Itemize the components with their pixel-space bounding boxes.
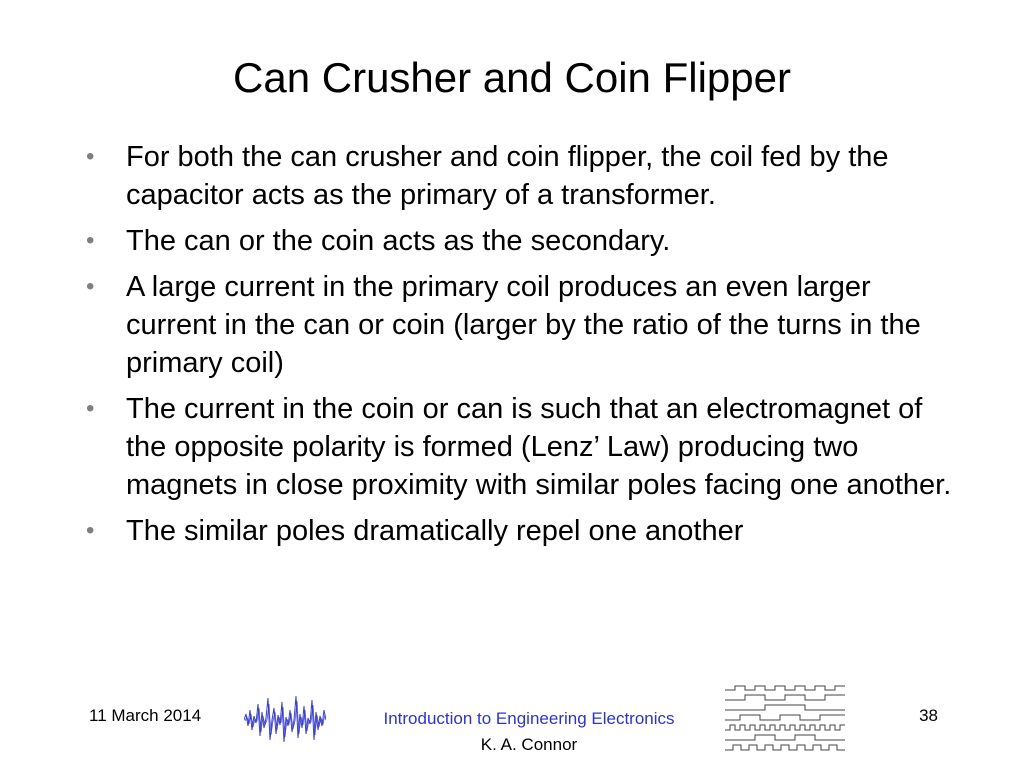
course-title: Introduction to Engineering Electronics bbox=[383, 709, 675, 728]
bullet-icon: • bbox=[86, 517, 95, 544]
bullet-icon: • bbox=[86, 395, 95, 422]
bullet-text: The similar poles dramatically repel one another bbox=[126, 515, 744, 547]
page-number: 38 bbox=[919, 706, 938, 725]
footer-course-block bbox=[340, 706, 718, 758]
bullet-item bbox=[78, 138, 958, 214]
bullet-text: For both the can crusher and coin flipper, the coil fed by the capacitor acts as the primary of a transformer. bbox=[126, 141, 889, 211]
bullet-icon: • bbox=[86, 273, 95, 300]
bullet-text: A large current in the primary coil produces an even larger current in the can or coin (larger by the ratio of the turns in the primary coil) bbox=[126, 271, 921, 379]
bullet-icon: • bbox=[86, 227, 95, 254]
bullet-icon: • bbox=[86, 143, 95, 170]
bullet-item bbox=[78, 268, 958, 382]
bullet-text: The can or the coin acts as the secondary. bbox=[126, 225, 671, 257]
digital-timing-diagram-icon bbox=[725, 684, 845, 754]
bullet-text: The current in the coin or can is such that an electromagnet of the opposite polarity is formed (Lenz’ Law) producing two magnets in close proximity with similar poles facing one another. bbox=[126, 393, 952, 501]
footer-date: 11 March 2014 bbox=[89, 706, 202, 725]
bullet-item bbox=[78, 222, 958, 260]
bullet-item bbox=[78, 512, 958, 550]
slide-title: Can Crusher and Coin Flipper bbox=[233, 54, 791, 101]
author-name: K. A. Connor bbox=[480, 735, 578, 754]
bullet-list bbox=[78, 138, 958, 558]
bullet-item bbox=[78, 390, 958, 504]
noise-waveform-icon bbox=[244, 690, 326, 752]
